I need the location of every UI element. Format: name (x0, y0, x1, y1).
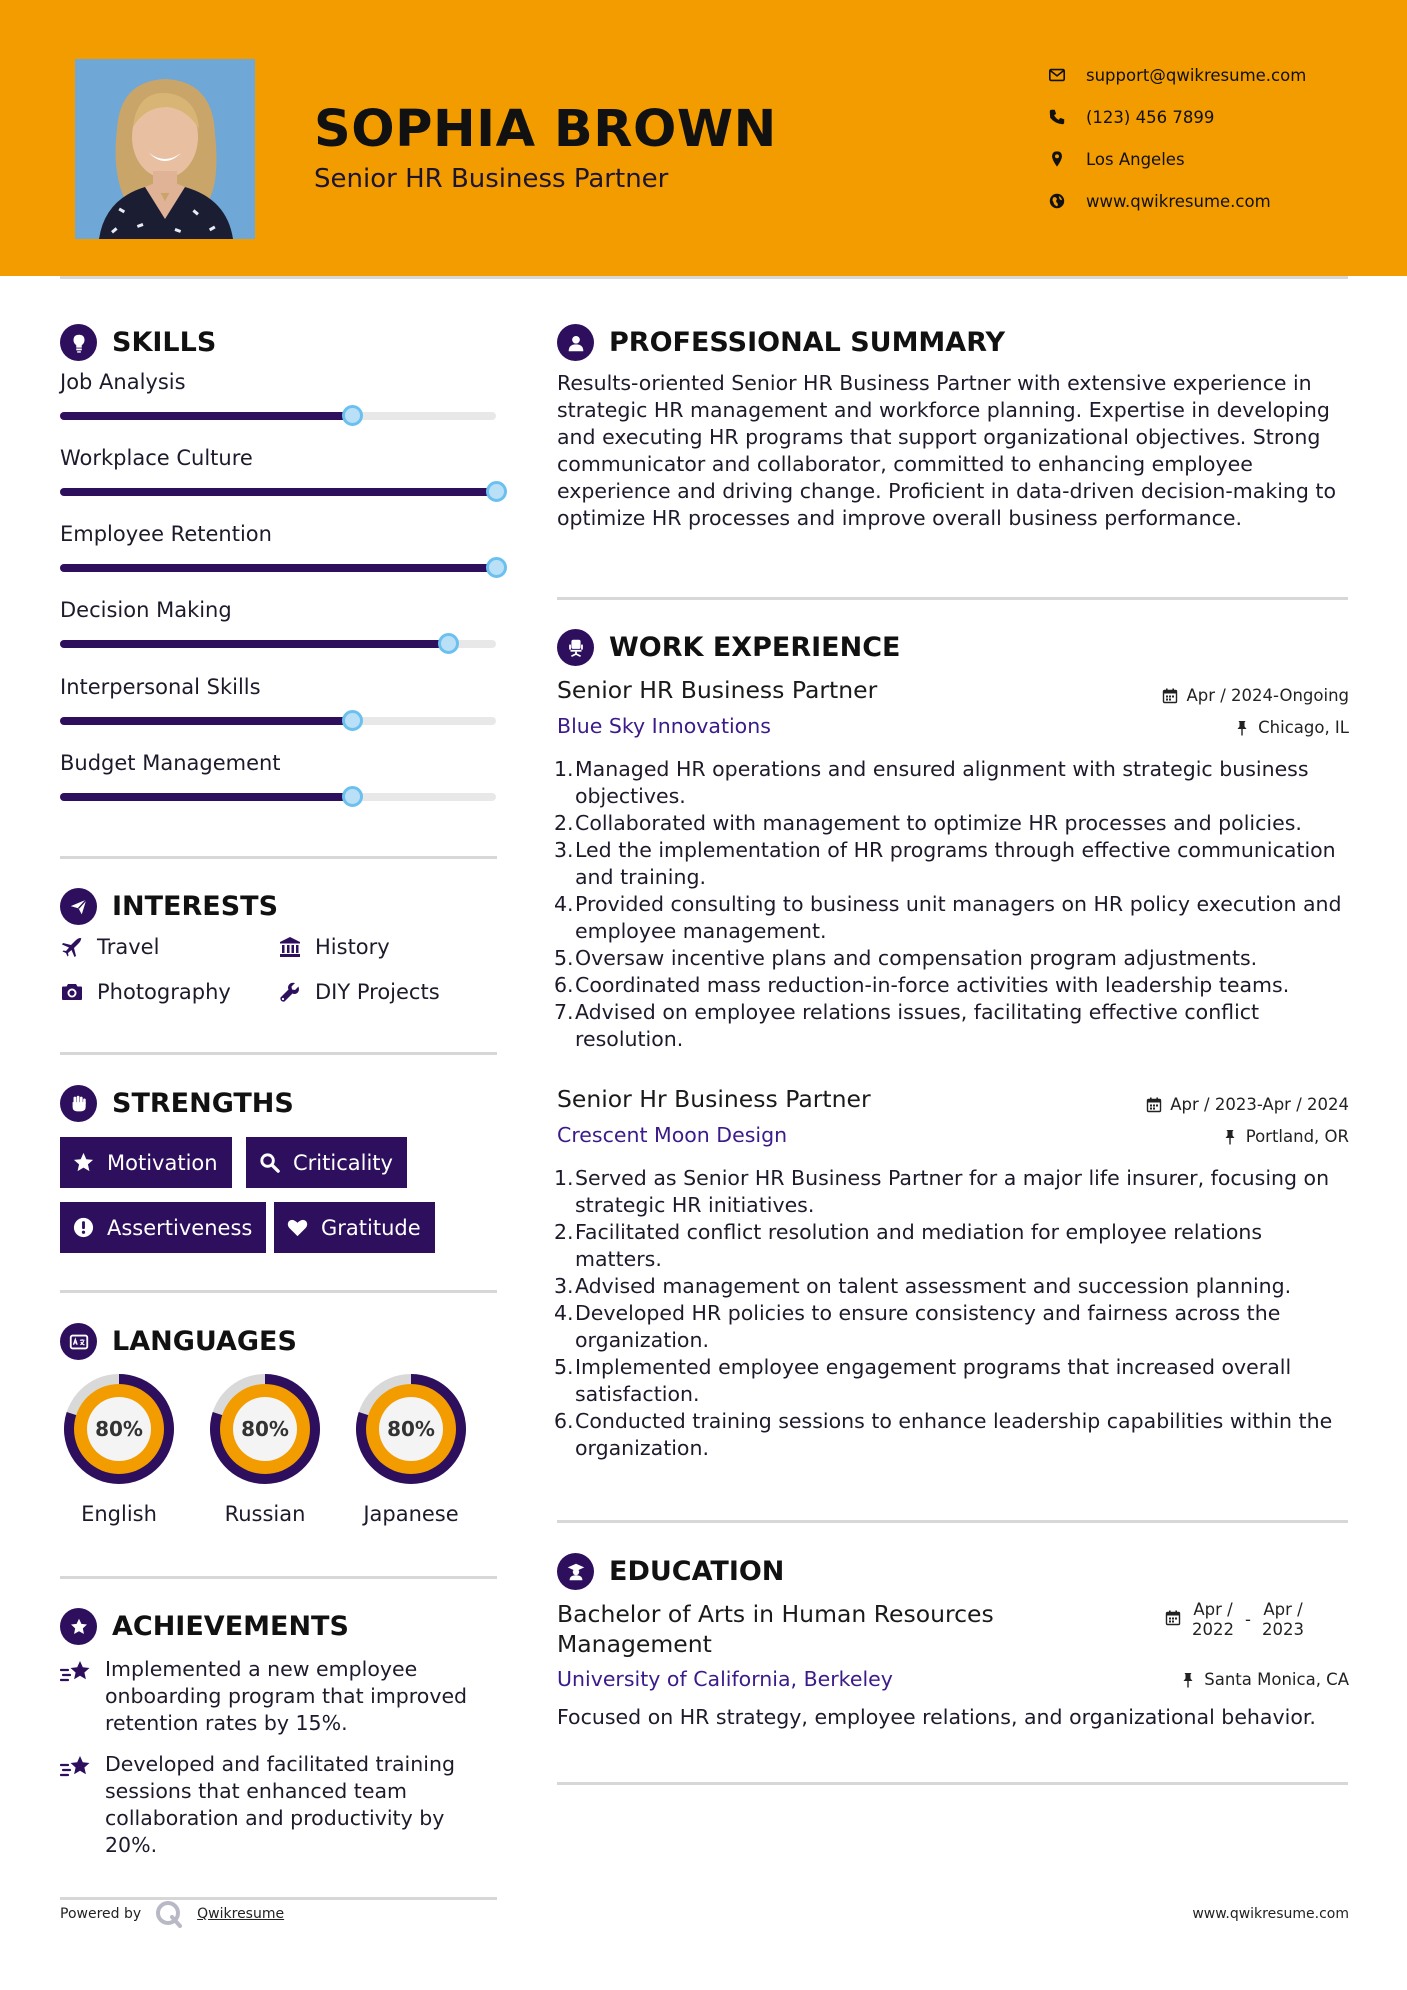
language-item (204, 1368, 326, 1526)
contact-phone[interactable] (1048, 96, 1306, 138)
language-percent: 80% (95, 1417, 143, 1441)
fist-icon (60, 1085, 97, 1122)
paper-plane-icon (60, 888, 97, 925)
skill-bar-fill (60, 412, 352, 420)
strength-chip (246, 1137, 407, 1188)
school-name: University of California, Berkeley (557, 1667, 893, 1691)
section-divider (60, 856, 497, 859)
achievement-text: Implemented a new employee onboarding program that improved retention rates by 15%. (105, 1657, 468, 1735)
powered-by-text: Powered by (60, 1906, 142, 1922)
summary-text: Results-oriented Senior HR Business Partner with extensive experience in strategic HR management and workforce planning. Expertise in developing and executing HR programs that support organizational objectives. Strong communicator and collaborator, committed to enhancing employee experience and driving change. Proficient in data-driven decision-making to optimize HR processes and improve overall business performance. (557, 371, 1337, 530)
skill-bar (60, 640, 496, 648)
pushpin-icon (1222, 1129, 1238, 1145)
duty-item: Led the implementation of HR programs through effective communication and training. (575, 838, 1336, 889)
location-text: Los Angeles (1086, 149, 1185, 169)
skill-item (60, 751, 496, 801)
phone-icon (1048, 108, 1066, 126)
qwikresume-logo-icon (155, 1900, 183, 1928)
skill-bar (60, 717, 496, 725)
achievements-heading: ACHIEVEMENTS (60, 1608, 349, 1645)
calendar-icon (1162, 688, 1178, 704)
interest-label: History (315, 935, 390, 959)
header-banner (0, 0, 1407, 276)
envelope-icon (1048, 66, 1066, 84)
skill-item (60, 370, 496, 420)
strength-chip (60, 1137, 232, 1188)
header-divider (60, 276, 1348, 279)
job-title: Senior Hr Business Partner (557, 1085, 871, 1113)
skill-name: Interpersonal Skills (60, 675, 261, 699)
skill-item (60, 522, 496, 572)
skill-bar-fill (60, 640, 448, 648)
date-separator: - (1245, 1610, 1251, 1629)
section-divider (557, 1520, 1348, 1523)
calendar-icon (1146, 1097, 1162, 1113)
interest-label: Travel (97, 935, 160, 959)
job-dates: Apr / 2024-Ongoing (1162, 686, 1349, 705)
skill-bar (60, 488, 496, 496)
language-ring (350, 1368, 472, 1490)
language-ring (58, 1368, 180, 1490)
contact-list (1048, 54, 1306, 222)
calendar-icon (1165, 1610, 1181, 1626)
skill-bar (60, 412, 496, 420)
job-duties (557, 756, 1347, 1053)
shooting-star-icon (60, 1754, 93, 1782)
interest-item (60, 980, 231, 1004)
museum-icon (278, 935, 302, 959)
section-divider (557, 1782, 1348, 1785)
interest-item (278, 980, 440, 1004)
skill-bar-knob (486, 481, 507, 502)
language-percent: 80% (241, 1417, 289, 1441)
duty-item: Provided consulting to business unit managers on HR policy execution and employee management. (575, 892, 1342, 943)
search-icon (258, 1151, 281, 1174)
section-divider (60, 1576, 497, 1579)
duty-item: Implemented employee engagement programs that increased overall satisfaction. (575, 1355, 1292, 1406)
skill-name: Decision Making (60, 598, 232, 622)
camera-icon (60, 980, 84, 1004)
section-divider (60, 1290, 497, 1293)
globe-icon (1048, 192, 1066, 210)
skill-item (60, 598, 496, 648)
contact-website[interactable] (1048, 180, 1306, 222)
skill-name: Employee Retention (60, 522, 272, 546)
skills-heading: SKILLS (60, 324, 216, 361)
skill-name: Job Analysis (60, 370, 186, 394)
job-location: Chicago, IL (1234, 718, 1349, 737)
pushpin-icon (1180, 1672, 1196, 1688)
duty-item: Managed HR operations and ensured alignment with strategic business objectives. (575, 757, 1309, 808)
education-description: Focused on HR strategy, employee relations, and organizational behavior. (557, 1705, 1316, 1729)
achievement-item (60, 1656, 500, 1737)
skill-bar-knob (342, 405, 363, 426)
star-icon (72, 1151, 95, 1174)
language-percent: 80% (387, 1417, 435, 1441)
skill-bar-knob (486, 557, 507, 578)
contact-email[interactable] (1048, 54, 1306, 96)
education-end: Apr / 2023 (1262, 1600, 1304, 1639)
experience-heading: WORK EXPERIENCE (557, 629, 900, 666)
qwikresume-link[interactable]: Qwikresume (197, 1906, 285, 1922)
user-icon (557, 324, 594, 361)
interest-label: Photography (97, 980, 231, 1004)
footer-website[interactable]: www.qwikresume.com (1192, 1906, 1349, 1922)
job-dates: Apr / 2023-Apr / 2024 (1146, 1095, 1349, 1114)
strength-label: Motivation (107, 1150, 218, 1175)
duty-item: Facilitated conflict resolution and mediation for employee relations matters. (575, 1220, 1263, 1271)
candidate-role: Senior HR Business Partner (314, 164, 669, 194)
language-icon (60, 1323, 97, 1360)
section-divider (557, 597, 1348, 600)
duty-item: Developed HR policies to ensure consistency and fairness across the organization. (575, 1301, 1281, 1352)
wrench-icon (278, 980, 302, 1004)
duty-item: Collaborated with management to optimize HR processes and policies. (575, 811, 1302, 835)
skill-bar-fill (60, 717, 352, 725)
heart-icon (286, 1216, 309, 1239)
job-company: Crescent Moon Design (557, 1123, 788, 1147)
skill-bar-knob (438, 633, 459, 654)
strength-label: Assertiveness (107, 1215, 253, 1240)
office-chair-icon (557, 629, 594, 666)
skill-name: Workplace Culture (60, 446, 253, 470)
duty-item: Advised management on talent assessment and succession planning. (575, 1274, 1292, 1298)
education-heading: EDUCATION (557, 1553, 784, 1590)
footer-powered (60, 1900, 284, 1928)
interests-heading: INTERESTS (60, 888, 278, 925)
skill-bar (60, 564, 496, 572)
language-name: Russian (224, 1502, 306, 1526)
map-pin-icon (1048, 150, 1066, 168)
skill-bar-fill (60, 793, 352, 801)
skill-item (60, 675, 496, 725)
lightbulb-icon (60, 324, 97, 361)
language-item (350, 1368, 472, 1526)
achievement-item (60, 1751, 500, 1859)
strength-chip (274, 1202, 435, 1253)
trophy-star-icon (60, 1608, 97, 1645)
education-dates (1165, 1600, 1307, 1640)
email-text: support@qwikresume.com (1086, 65, 1307, 85)
job-duties (557, 1165, 1347, 1462)
interest-item (60, 935, 159, 959)
education-location: Santa Monica, CA (1180, 1670, 1349, 1689)
duty-item: Coordinated mass reduction-in-force activities with leadership teams. (575, 973, 1290, 997)
education-start: Apr / 2022 (1192, 1600, 1234, 1639)
degree-title: Bachelor of Arts in Human Resources Management (557, 1600, 994, 1658)
duty-item: Conducted training sessions to enhance leadership capabilities within the organization. (575, 1409, 1333, 1460)
contact-location (1048, 138, 1306, 180)
skill-bar-knob (342, 786, 363, 807)
exclamation-icon (72, 1216, 95, 1239)
language-name: Japanese (363, 1502, 459, 1526)
interest-label: DIY Projects (315, 980, 440, 1004)
pushpin-icon (1234, 720, 1250, 736)
strength-chip (60, 1202, 266, 1253)
skill-name: Budget Management (60, 751, 281, 775)
duty-item: Oversaw incentive plans and compensation program adjustments. (575, 946, 1258, 970)
duty-item: Advised on employee relations issues, facilitating effective conflict resolution. (575, 1000, 1260, 1051)
shooting-star-icon (60, 1659, 93, 1687)
candidate-name: SOPHIA BROWN (314, 100, 777, 159)
language-item (58, 1368, 180, 1526)
skill-bar-fill (60, 488, 496, 496)
phone-text: (123) 456 7899 (1086, 107, 1215, 127)
languages-heading: LANGUAGES (60, 1323, 297, 1360)
graduate-icon (557, 1553, 594, 1590)
duty-item: Served as Senior HR Business Partner for a major life insurer, focusing on strategic HR initiatives. (575, 1166, 1330, 1217)
job-location: Portland, OR (1222, 1127, 1349, 1146)
section-divider (60, 1052, 497, 1055)
summary-heading: PROFESSIONAL SUMMARY (557, 324, 1005, 361)
skill-bar-fill (60, 564, 496, 572)
skill-item (60, 446, 496, 496)
job-title: Senior HR Business Partner (557, 676, 878, 704)
skill-bar (60, 793, 496, 801)
job-company: Blue Sky Innovations (557, 714, 771, 738)
strengths-heading: STRENGTHS (60, 1085, 294, 1122)
language-name: English (81, 1502, 157, 1526)
profile-photo (75, 59, 255, 239)
strength-label: Criticality (293, 1150, 393, 1175)
interest-item (278, 935, 390, 959)
plane-icon (60, 935, 84, 959)
strength-label: Gratitude (321, 1215, 421, 1240)
language-ring (204, 1368, 326, 1490)
achievement-text: Developed and facilitated training sessions that enhanced team collaboration and productivity by 20%. (105, 1752, 455, 1857)
website-text: www.qwikresume.com (1086, 191, 1271, 211)
skill-bar-knob (342, 710, 363, 731)
